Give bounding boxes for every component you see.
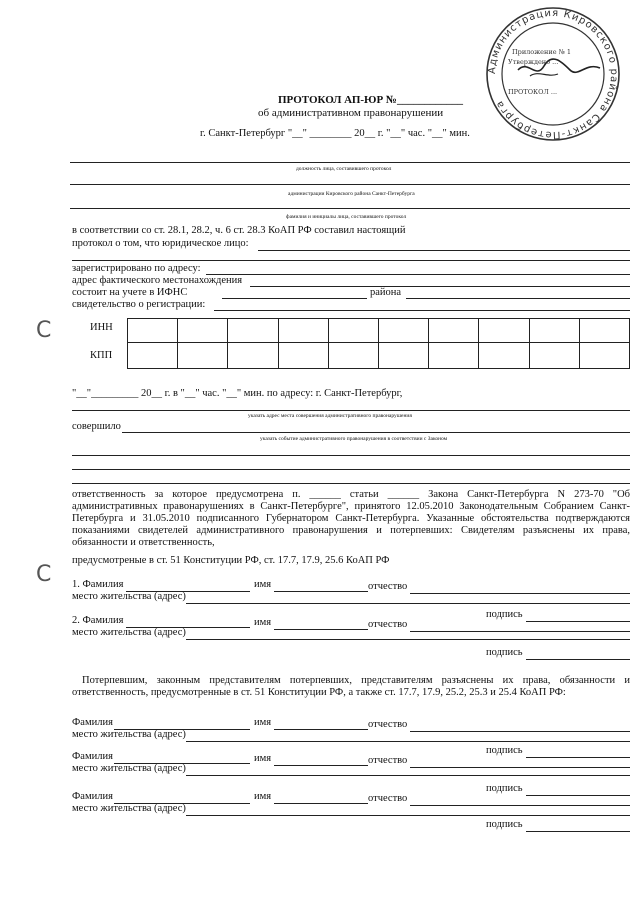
- kpp-cell[interactable]: [429, 343, 479, 369]
- kpp-cell[interactable]: [479, 343, 529, 369]
- kpp-cell[interactable]: [128, 343, 178, 369]
- inn-label: ИНН: [90, 322, 113, 333]
- victim-2-surname-label: Фамилия: [72, 751, 113, 762]
- victim-1-patronymic-label: отчество: [368, 719, 408, 730]
- district-label: района: [370, 287, 402, 298]
- victim-2-patronymic-label: отчество: [368, 755, 408, 766]
- witness-1-patronymic-label: отчество: [368, 581, 408, 592]
- inn-cell[interactable]: [278, 319, 328, 343]
- witness-1-address-label: место жительства (адрес): [72, 591, 186, 602]
- witness-2-patronymic-label: отчество: [368, 619, 408, 630]
- responsibility-line-4: показаниями свидетелей административного правонарушения и потерпевших: Свидетелям разъяснены их права,: [72, 525, 630, 536]
- witness-1-name-label: имя: [254, 579, 272, 590]
- inn-cell[interactable]: [479, 319, 529, 343]
- kpp-cell[interactable]: [378, 343, 428, 369]
- stamp-line-3: ПРОТОКОЛ ...: [508, 88, 558, 96]
- victim-3-address-label: место жительства (адрес): [72, 803, 186, 814]
- place-date-line: г. Санкт-Петербург "__" ________ 20__ г. "__" час. "__" мин.: [200, 128, 470, 139]
- inn-cell[interactable]: [579, 319, 629, 343]
- inn-kpp-grid: [127, 318, 630, 369]
- protocol-about: протокол о том, что юридическое лицо:: [72, 238, 249, 249]
- kpp-cell[interactable]: [228, 343, 278, 369]
- kpp-cell[interactable]: [328, 343, 378, 369]
- kpp-cell[interactable]: [529, 343, 579, 369]
- witness-2-name-label: имя: [254, 617, 272, 628]
- responsibility-line-3: Петербурга и 31.05.2010 подписанного Губернатором Санкт-Петербурга. Указанные обстоятельства подтверждаются: [72, 513, 630, 524]
- actual-address-label: адрес фактического местонахождения: [72, 275, 243, 286]
- official-stamp: [478, 4, 628, 144]
- inn-cell[interactable]: [228, 319, 278, 343]
- stamp-line-2: Утверждено ...: [508, 58, 559, 66]
- witness-2-surname-label: 2. Фамилия: [72, 615, 124, 626]
- inn-cell[interactable]: [529, 319, 579, 343]
- stamp-ring-text: Администрация Кировского района Санкт-Петербурга: [486, 7, 620, 141]
- victim-1-address-label: место жительства (адрес): [72, 729, 186, 740]
- victim-1-name-label: имя: [254, 717, 272, 728]
- victim-3-signature-label: подпись: [486, 819, 523, 830]
- tax-registration-label: состоит на учете в ИФНС: [72, 287, 188, 298]
- caption-violation-event: указать событие административного правонарушения в соответствии с Законом: [260, 436, 448, 442]
- certificate-label: свидетельство о регистрации:: [72, 299, 206, 310]
- victim-3-patronymic-label: отчество: [368, 793, 408, 804]
- victims-intro-line-2: ответственность, предусмотренные в ст. 51 Конституции РФ, а также ст. 17.7, 17.9, 25.2, 25.3 и 25.4 КоАП РФ:: [72, 687, 566, 698]
- stamp-line-1: Приложение № 1: [512, 48, 571, 56]
- caption-position: должность лица, составившего протокол: [296, 166, 392, 172]
- kpp-cell[interactable]: [178, 343, 228, 369]
- victim-3-name-label: имя: [254, 791, 272, 802]
- inn-cell[interactable]: [128, 319, 178, 343]
- svg-text:Администрация Кировского район: [487, 8, 619, 140]
- witness-1-surname-label: 1. Фамилия: [72, 579, 124, 590]
- victim-1-signature-label: подпись: [486, 745, 523, 756]
- responsibility-line-2: административных правонарушениях в Санкт-Петербурге", принятого 12.05.2010 Законодательным Собранием Санкт-: [72, 501, 630, 512]
- inn-cell[interactable]: [328, 319, 378, 343]
- hole-punch-mark: C: [36, 318, 52, 343]
- document-subtitle: об административном правонарушении: [258, 107, 444, 119]
- registered-address-label: зарегистрировано по адресу:: [72, 263, 201, 274]
- document-title: ПРОТОКОЛ АП-ЮР №____________: [278, 94, 463, 106]
- inn-cell[interactable]: [178, 319, 228, 343]
- witness-2-signature-label: подпись: [486, 647, 523, 658]
- victims-intro-line-1: Потерпевшим, законным представителям потерпевших, представителям разъяснены их права, обязанности и: [82, 675, 630, 686]
- victim-2-address-label: место жительства (адрес): [72, 763, 186, 774]
- caption-administration: администрации Кировского района Санкт-Петербурга: [288, 191, 415, 197]
- hole-punch-mark: C: [36, 562, 52, 587]
- basis-text: в соответствии со ст. 28.1, 28.2, ч. 6 ст. 28.3 КоАП РФ составил настоящий: [72, 225, 406, 236]
- responsibility-line-6: предусмотреные в ст. 51 Конституции РФ, ст. 17.7, 17.9, 25.6 КоАП РФ: [72, 555, 390, 566]
- victim-2-name-label: имя: [254, 753, 272, 764]
- kpp-label: КПП: [90, 350, 113, 361]
- inn-cell[interactable]: [429, 319, 479, 343]
- violation-time-place: "__"_________ 20__ г. в "__" час. "__" мин. по адресу: г. Санкт-Петербург,: [72, 388, 403, 399]
- responsibility-line-1: ответственность за которое предусмотрена п. ______ статьи ______ Закона Санкт-Петербурга N 273-70 "Об: [72, 489, 630, 500]
- caption-name: фамилия и инициалы лица, составившего протокол: [286, 214, 407, 220]
- victim-1-surname-label: Фамилия: [72, 717, 113, 728]
- caption-violation-place: указать адрес места совершения административного правонарушения: [248, 413, 412, 419]
- committed-label: совершило: [72, 421, 121, 432]
- victim-2-signature-label: подпись: [486, 783, 523, 794]
- kpp-cell[interactable]: [278, 343, 328, 369]
- responsibility-line-5: обязанности и ответственность,: [72, 537, 215, 548]
- inn-cell[interactable]: [378, 319, 428, 343]
- victim-3-surname-label: Фамилия: [72, 791, 113, 802]
- kpp-cell[interactable]: [579, 343, 629, 369]
- witness-2-address-label: место жительства (адрес): [72, 627, 186, 638]
- witness-1-signature-label: подпись: [486, 609, 523, 620]
